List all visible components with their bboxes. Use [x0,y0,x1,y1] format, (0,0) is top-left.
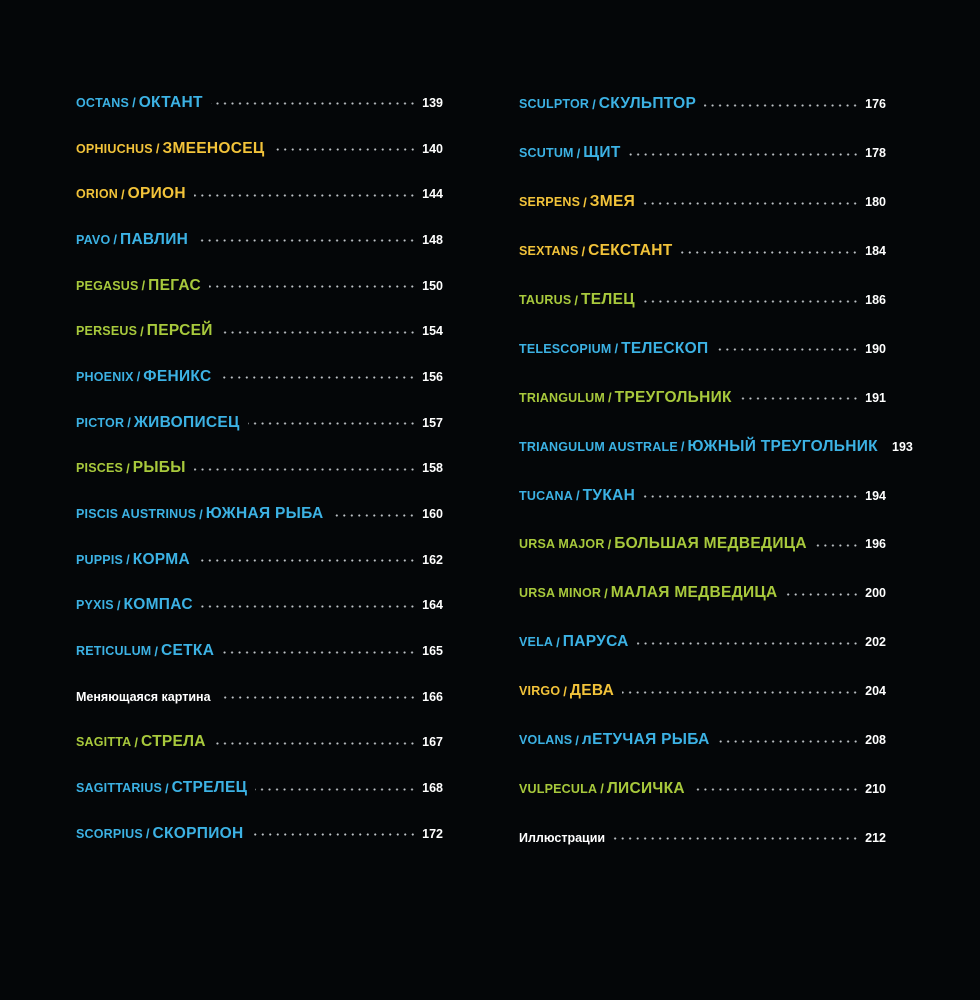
constellation-latin-name: OCTANS [76,95,130,110]
constellation-russian-name: ТЕЛЕЦ [580,291,635,308]
constellation-russian-name: ЗМЕЯ [589,193,636,211]
constellation-latin-name: PHOENIX [76,369,134,384]
dot-leader [221,325,416,339]
dot-leader [704,98,859,112]
constellation-russian-name: КОРМА [132,550,190,568]
constellation-latin-name: TUCANA [519,488,573,503]
page-number: 186 [865,293,886,307]
page-number: 156 [422,369,443,384]
constellation-russian-name: СКОРПИОН [152,824,244,842]
constellation-latin-name: PAVO [76,232,111,247]
page-number: 168 [422,781,443,796]
constellation-russian-name: лЕТУЧАЯ РЫБА [581,731,710,749]
page-number: 166 [422,689,443,704]
name-separator: / [154,643,159,659]
toc-entry-sagitta[interactable] [76,720,443,766]
toc-entry-puppis[interactable] [76,537,443,583]
page-number: 204 [865,684,886,699]
constellation-latin-name: OPHIUCHUS [76,141,153,156]
dot-leader [718,734,859,748]
name-separator: / [604,585,608,601]
page-number: 164 [422,598,443,613]
name-separator: / [583,194,587,210]
constellation-russian-name: СТРЕЛЕЦ [171,779,248,797]
constellation-russian-name: ОРИОН [127,185,186,203]
name-separator: / [199,506,203,522]
constellation-russian-name: ФЕНИКС [143,367,212,385]
name-separator: / [165,780,169,796]
section-title: Иллюстрации [519,830,606,845]
constellation-russian-name: ПАВЛИН [120,230,189,248]
constellation-russian-name: ОКТАНТ [138,93,203,111]
toc-column-left [76,80,443,857]
constellation-latin-name: VULPECULA [519,781,598,796]
dot-leader [201,599,416,613]
page-number: 194 [865,488,886,503]
name-separator: / [136,369,141,385]
page-number: 144 [422,187,443,202]
page-number: 212 [865,830,886,845]
dot-leader [214,736,416,750]
toc-entry-ursa-minor[interactable] [519,569,886,618]
dot-leader [198,554,416,568]
page-number: 190 [865,341,886,356]
page-number: 196 [865,537,886,552]
toc-column-right [519,80,913,862]
dot-leader [194,188,416,202]
page-number: 150 [422,278,443,293]
page-number: 148 [422,232,443,247]
constellation-latin-name: TAURUS [519,293,572,307]
toc-entry-sextans[interactable] [519,227,886,276]
dot-leader [613,832,859,846]
name-separator: / [563,683,567,699]
toc-entry-vela[interactable] [519,618,886,667]
name-separator: / [608,390,612,406]
constellation-latin-name: SCULPTOR [519,97,590,112]
constellation-latin-name: PYXIS [76,598,114,613]
dot-leader [637,636,859,650]
dot-leader [248,417,416,431]
name-separator: / [556,634,560,650]
page-number: 176 [865,97,886,112]
toc-entry-pavo[interactable] [76,217,443,263]
constellation-russian-name: СЕТКА [161,642,215,660]
toc-entry-section-right-15[interactable] [519,813,886,862]
dot-leader [331,508,416,522]
dot-leader [643,196,859,210]
name-separator: / [575,732,579,748]
toc-entry-scutum[interactable] [519,129,886,178]
constellation-russian-name: ТРЕУГОЛЬНИК [614,388,732,406]
constellation-russian-name: СЕКСТАНТ [588,242,673,260]
constellation-latin-name: PERSEUS [76,324,138,339]
page-number: 202 [865,635,886,650]
constellation-russian-name: ЛИСИЧКА [606,779,685,797]
toc-entry-reticulum[interactable] [76,628,443,674]
page-number: 180 [865,195,886,210]
toc-entry-pegasus[interactable] [76,263,443,309]
toc-entry-triangulum[interactable] [519,373,886,422]
toc-entry-pictor[interactable] [76,400,443,446]
constellation-russian-name: МАЛАЯ МЕДВЕДИЦА [610,584,778,602]
name-separator: / [141,278,146,294]
name-separator: / [145,826,150,842]
name-separator: / [126,552,130,568]
toc-entry-sagittarius[interactable] [76,765,443,811]
page-number: 200 [865,586,886,601]
toc-entry-taurus[interactable] [519,276,886,325]
constellation-russian-name: ТЕЛЕСКОП [621,339,709,357]
toc-entry-octans[interactable] [76,80,443,126]
toc-entry-scorpius[interactable] [76,811,443,857]
name-separator: / [614,341,619,357]
toc-entry-telescopium[interactable] [519,324,886,373]
dot-leader [252,828,417,842]
constellation-latin-name: PISCIS AUSTRINUS [76,507,197,522]
constellation-russian-name: ЩИТ [583,144,621,162]
constellation-russian-name: ПЕРСЕЙ [146,322,213,340]
constellation-latin-name: SCORPIUS [76,826,143,841]
dot-leader [716,343,859,357]
toc-entry-pyxis[interactable] [76,583,443,629]
dot-leader [622,685,859,699]
name-separator: / [592,96,596,112]
constellation-latin-name: SAGITTA [76,735,132,750]
dot-leader [209,280,416,294]
toc-entry-ophiuchus[interactable] [76,126,443,172]
name-separator: / [140,323,144,339]
name-separator: / [127,415,131,431]
constellation-latin-name: PEGASUS [76,278,139,293]
constellation-latin-name: URSA MINOR [519,586,602,601]
dot-leader [786,587,859,601]
dot-leader [219,691,416,705]
section-title: Меняющаяся картина [76,689,211,704]
dot-leader [255,782,416,796]
dot-leader [693,783,859,797]
page-number: 167 [422,735,443,750]
constellation-latin-name: TRIANGULUM [519,390,606,405]
page-number: 157 [422,415,443,430]
constellation-russian-name: РЫБЫ [132,459,186,477]
page-number: 191 [865,390,886,405]
dot-leader [815,538,859,552]
toc-entry-triangulum-australe[interactable] [519,422,913,471]
constellation-russian-name: СТРЕЛА [140,733,206,751]
toc-entry-volans[interactable] [519,716,886,765]
constellation-latin-name: TELESCOPIUM [519,341,612,356]
constellation-russian-name: БОЛЬШАЯ МЕДВЕДИЦА [614,535,807,553]
name-separator: / [600,781,604,797]
name-separator: / [607,536,612,552]
constellation-latin-name: ORION [76,187,118,202]
toc-entry-virgo[interactable] [519,667,886,716]
page-number: 172 [422,826,443,841]
name-separator: / [574,292,578,308]
dot-leader [211,97,416,111]
constellation-latin-name: URSA MAJOR [519,537,605,552]
page-number: 140 [422,141,443,156]
dot-leader [643,490,859,504]
constellation-latin-name: PUPPIS [76,552,124,567]
constellation-russian-name: СКУЛЬПТОР [598,95,697,113]
constellation-russian-name: ЗМЕЕНОСЕЦ [162,139,265,157]
page-number: 158 [422,461,443,476]
page-number: 184 [865,244,886,259]
constellation-latin-name: SAGITTARIUS [76,781,162,796]
toc-entry-ursa-major[interactable] [519,520,886,569]
page-number: 165 [422,644,443,659]
page-number: 210 [865,781,886,796]
dot-leader [643,294,859,308]
constellation-latin-name: SCUTUM [519,146,574,161]
constellation-latin-name: VOLANS [519,733,573,748]
name-separator: / [155,141,160,157]
toc-entry-section-left-13[interactable] [76,674,443,720]
page-number: 162 [422,552,443,567]
constellation-russian-name: ЮЖНЫЙ ТРЕУГОЛЬНИК [687,437,878,455]
page-number: 193 [892,439,913,454]
dot-leader [196,234,416,248]
dot-leader [222,645,416,659]
name-separator: / [132,95,136,111]
constellation-latin-name: RETICULUM [76,644,152,659]
dot-leader [273,143,416,157]
constellation-russian-name: КОМПАС [123,596,193,614]
toc-entry-serpens[interactable] [519,178,886,227]
page-number: 160 [422,507,443,522]
toc-entry-perseus[interactable] [76,308,443,354]
name-separator: / [126,460,130,476]
name-separator: / [581,243,586,259]
name-separator: / [575,488,580,504]
constellation-russian-name: ПАРУСА [562,633,629,651]
constellation-latin-name: VIRGO [519,684,561,699]
constellation-latin-name: SERPENS [519,195,581,210]
name-separator: / [576,145,581,161]
constellation-latin-name: VELA [519,635,554,650]
toc-entry-orion[interactable] [76,171,443,217]
dot-leader [194,462,416,476]
dot-leader [740,392,859,406]
constellation-latin-name: PICTOR [76,415,125,430]
dot-leader [219,371,416,385]
toc-entry-pisces[interactable] [76,446,443,492]
page-number: 139 [422,95,443,110]
name-separator: / [680,439,685,455]
page-number: 178 [865,146,886,161]
page-number: 208 [865,733,886,748]
constellation-russian-name: ДЕВА [569,682,615,700]
constellation-russian-name: ЮЖНАЯ РЫБА [205,505,324,523]
dot-leader [629,147,859,161]
constellation-russian-name: ПЕГАС [148,276,201,294]
toc-entry-sculptor[interactable] [519,80,886,129]
constellation-russian-name: ЖИВОПИСЕЦ [133,413,240,431]
toc-entry-tucana[interactable] [519,471,886,520]
constellation-latin-name: SEXTANS [519,244,579,259]
constellation-russian-name: ТУКАН [582,486,636,504]
constellation-latin-name: TRIANGULUM AUSTRALE [519,439,678,454]
toc-entry-piscis-austrinus[interactable] [76,491,443,537]
toc-entry-phoenix[interactable] [76,354,443,400]
name-separator: / [134,734,138,750]
name-separator: / [116,597,121,613]
name-separator: / [113,232,117,248]
toc-entry-vulpecula[interactable] [519,764,886,813]
name-separator: / [120,186,125,202]
constellation-latin-name: PISCES [76,461,124,476]
dot-leader [680,245,859,259]
page-number: 154 [422,324,443,339]
